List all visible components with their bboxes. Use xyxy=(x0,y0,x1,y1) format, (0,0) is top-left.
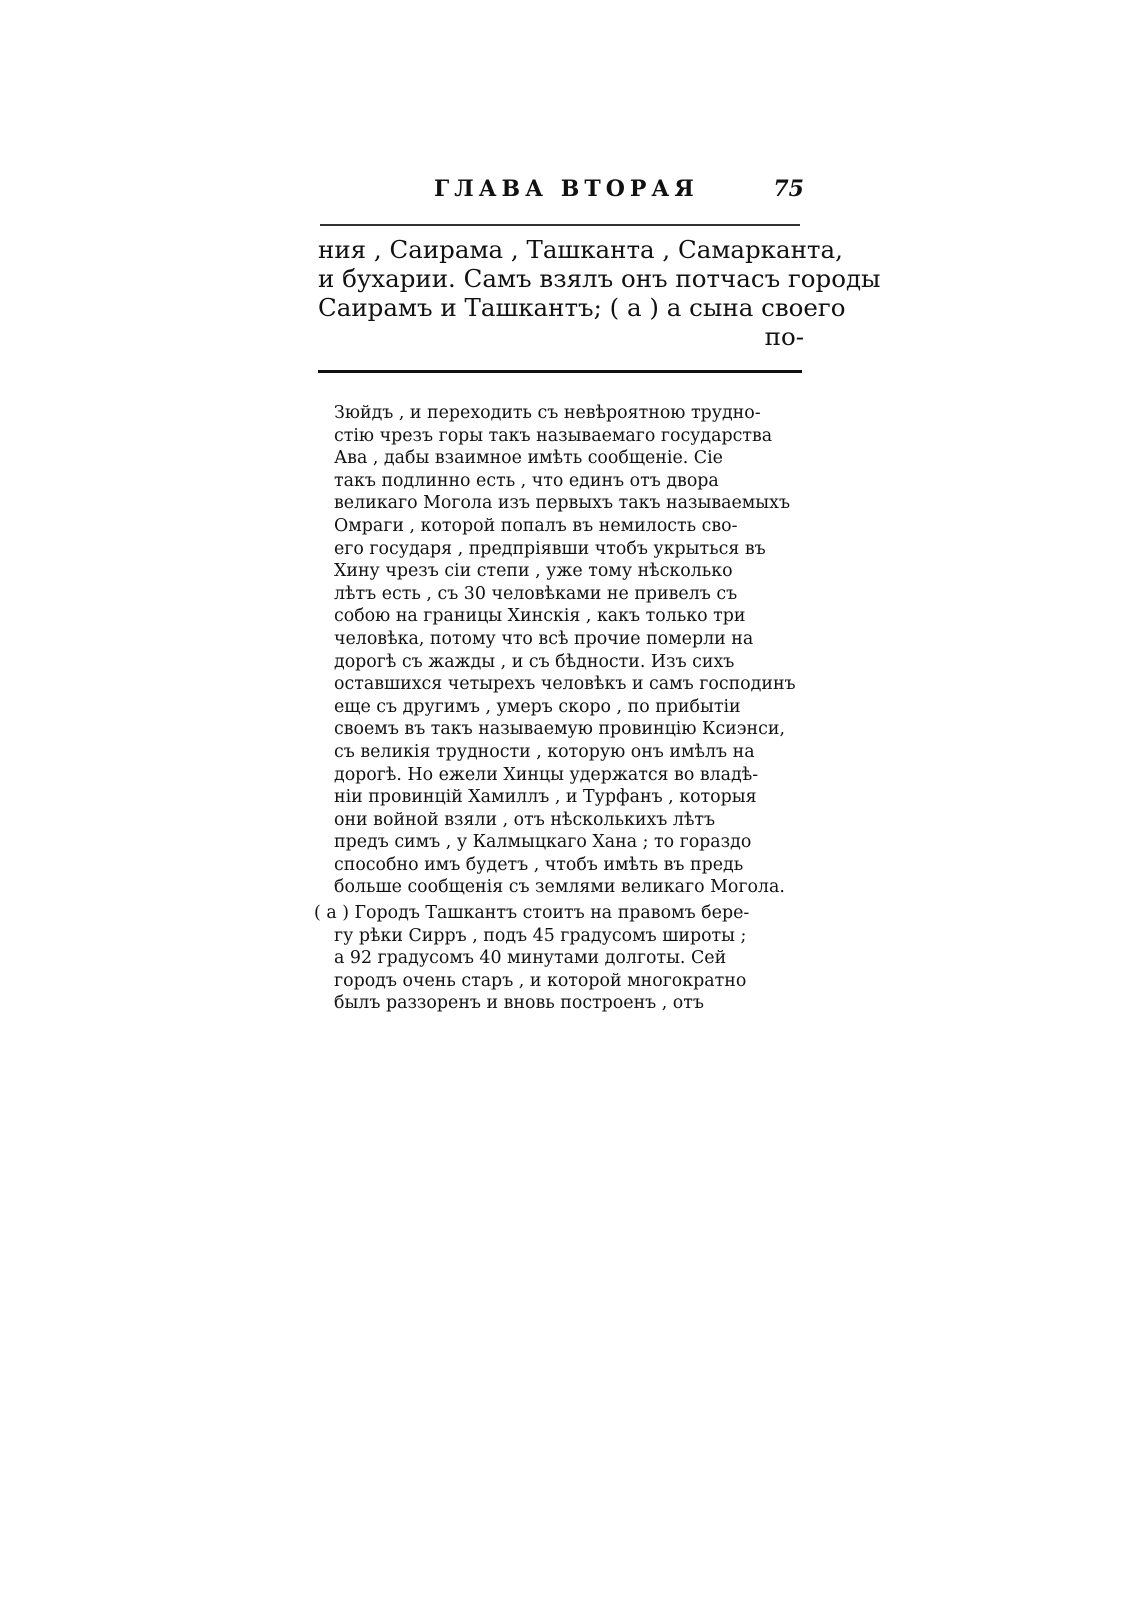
footnote-line: своемъ въ такъ называемую провинцію Ксиэнси, xyxy=(334,719,785,740)
main-text-line: Саирамъ и Ташкантъ; ( а ) а сына своего xyxy=(318,293,846,322)
header-rule xyxy=(320,224,800,226)
footnote-line: предъ симъ , у Калмыцкаго Хана ; то гораздо xyxy=(334,832,752,853)
footnote-line: ніи провинцій Хамиллъ , и Турфанъ , которыя xyxy=(334,787,757,808)
footnote-line: способно имъ будетъ , чтобъ имѣть въ предь xyxy=(334,854,744,875)
footnote-line: они войной взяли , отъ нѣсколькихъ лѣтъ xyxy=(334,809,716,830)
main-text-line: и бухарии. Самъ взялъ онъ потчасъ городы xyxy=(318,264,881,293)
footnote-a-line: городъ очень старъ , и которой многократно xyxy=(334,970,747,991)
footnote-line: дорогѣ. Но ежели Хинцы удержатся во владѣ- xyxy=(334,764,759,785)
footnote-a-line: гу рѣки Сирръ , подъ 45 градусомъ широты ; xyxy=(334,925,747,946)
main-text-line: ния , Саирама , Ташканта , Самарканта, xyxy=(318,235,843,264)
running-title: ГЛАВА ВТОРАЯ xyxy=(434,176,699,202)
footnote-line: Хину чрезъ сіи степи , уже тому нѣсколько xyxy=(334,561,733,582)
footnote-line: съ великія трудности , которую онъ имѣлъ на xyxy=(334,741,755,762)
footnote-line: собою на границы Хинскія , какъ только три xyxy=(334,606,746,627)
footnote-rule xyxy=(318,370,802,373)
footnote-a xyxy=(314,902,802,1015)
footnote-line: стію чрезъ горы такъ называемаго государства xyxy=(334,425,773,446)
footnote-line: еще съ другимъ , умеръ скоро , по прибытіи xyxy=(334,696,741,717)
footnote-line: больше сообщенія съ землями великаго Могола. xyxy=(334,877,785,898)
footnote-line: великаго Могола изъ первыхъ такъ называемыхъ xyxy=(334,493,791,514)
page-number: 75 xyxy=(773,176,804,202)
footnote-line: оставшихся четырехъ человѣкъ и самъ господинъ xyxy=(334,674,796,695)
footnote-line: дорогѣ съ жажды , и съ бѣдности. Изъ сихъ xyxy=(334,651,735,672)
footnote-line: человѣка, потому что всѣ прочие померли на xyxy=(334,628,754,649)
page-header xyxy=(318,176,804,216)
footnote-line: Омраги , которой попалъ въ немилость сво- xyxy=(334,515,738,536)
footnote-a-line: а 92 градусомъ 40 минутами долготы. Сей xyxy=(334,948,727,969)
footnote-line: Ава , дабы взаимное имѣть сообщеніе. Сіе xyxy=(334,448,723,469)
main-text xyxy=(318,235,881,351)
footnote-line: такъ подлинно есть , что единъ отъ двора xyxy=(334,470,719,491)
footnote-line: его государя , предпріявши чтобъ укрыться въ xyxy=(334,538,766,559)
footnote-a-line: былъ раззоренъ и вновь построенъ , отъ xyxy=(334,993,704,1014)
footnote-line: Зюйдъ , и переходить съ невѣроятною трудно- xyxy=(334,403,761,423)
footnote-line: лѣтъ есть , съ 30 человѣками не привелъ съ xyxy=(334,583,738,604)
footnote-a-line: ( а ) Городъ Ташкантъ стоитъ на правомъ бере- xyxy=(314,903,750,923)
footnote-continuation xyxy=(334,402,802,899)
catchword: по- xyxy=(764,322,804,351)
